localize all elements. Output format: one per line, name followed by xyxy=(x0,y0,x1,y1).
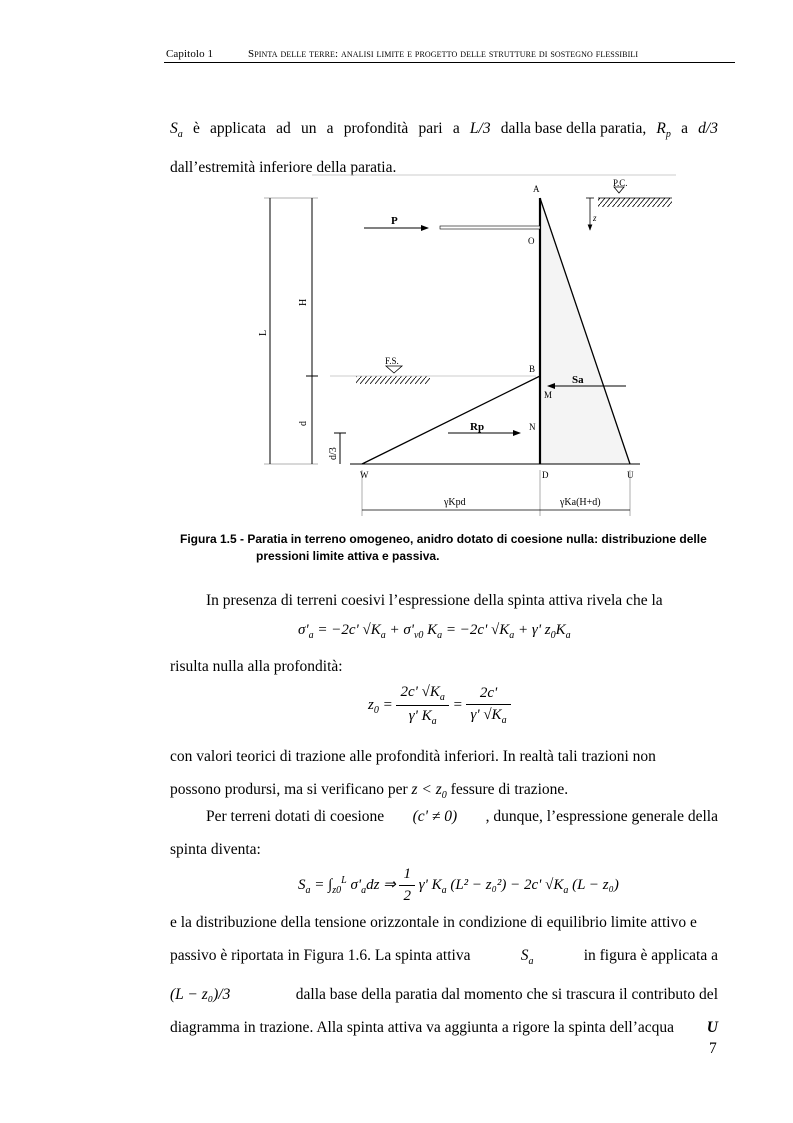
label-N: N xyxy=(529,422,536,432)
label-d3: d/3 xyxy=(328,447,339,460)
equation-active-stress: $\sigma'_a = -2c'$ $√K_a + \sigma'_{v0}$ $K_a = -2c'$ $√K_a + \gamma'$ $z_0K_a$ xyxy=(298,622,571,641)
paragraph-1-line-2: dall’estremità inferiore della paratia. xyxy=(170,159,397,177)
label-B: B xyxy=(529,364,536,374)
label-O: O xyxy=(528,236,535,246)
paragraph-1-line-1: $S_a$ è applicata ad un a profondità pari a L/3 dalla base della paratia, $R_p$ a d/3 xyxy=(170,120,718,141)
label-A: A xyxy=(533,184,540,194)
label-Rp: Rp xyxy=(470,421,485,433)
label-U: U xyxy=(627,470,634,480)
label-W: W xyxy=(360,470,369,480)
anchor-rod xyxy=(440,226,540,229)
ground-hatch-left xyxy=(356,376,430,384)
label-L: L xyxy=(258,329,269,336)
paragraph-2: In presenza di terreni coesivi l’espressione della spinta attiva rivela che la xyxy=(206,592,663,609)
fs-level-marker xyxy=(386,366,402,373)
header-chapter: Capitolo 1 xyxy=(166,48,214,60)
label-d: d xyxy=(298,421,309,426)
label-gkahd: γKa(H+d) xyxy=(560,497,601,508)
paragraph-5: Per terreni dotati di coesione (c' ≠ 0) , dunque, l’espressione generale della spinta diventa: xyxy=(170,808,718,858)
label-H: H xyxy=(298,298,309,306)
paragraph-6: e la distribuzione della tensione orizzontale in condizione di equilibrio limite attivo e passivo è riportata in Figura 1.6. La spinta attiva $S_a$ in figura è applicata a (L − z₀)/3 dalla base della paratia dal momento che si trascura il contributo del diagramma in trazione. Alla spinta attiva va aggiunta a rigore la spinta dell’acqua U xyxy=(170,914,718,1037)
label-P: P xyxy=(391,215,398,227)
label-pc: P.C. xyxy=(613,178,628,188)
paragraph-3: risulta nulla alla profondità: xyxy=(170,658,343,675)
header-title: Spinta delle terre: analisi limite e progetto delle strutture di sostegno flessibili xyxy=(248,48,639,60)
page-number: 7 xyxy=(709,1040,717,1057)
passive-pressure-line xyxy=(362,376,540,464)
label-Sa: Sa xyxy=(572,374,584,386)
equation-general-thrust: $S_a = \int_{z0}^L$ $\sigma'_adz$ ⇒ $\frac{1}{2}$ γ' $K_a$ (L² − z₀²) − 2c' $√K_a$ (L − z₀) xyxy=(298,866,619,904)
label-z: z xyxy=(593,213,597,223)
equation-z0: $z_0$ = $\frac{2c' √K_a}{\gamma' K_a}$ = $\frac{2c'}{\gamma' √K_a}$ xyxy=(368,684,511,727)
paragraph-4: con valori teorici di trazione alle profondità inferiori. In realtà tali trazioni non possono prodursi, ma si verificano per $z < z_0$ fessure di trazione. xyxy=(170,748,656,802)
header-rule xyxy=(164,62,735,63)
label-M: M xyxy=(544,390,553,400)
label-fs: F.S. xyxy=(385,356,399,366)
figure-caption: Figura 1.5 - Paratia in terreno omogeneo, anidro dotato di coesione nulla: distribuzione delle pressioni limite attiva e passiva. xyxy=(180,532,707,563)
ground-hatch-right xyxy=(598,198,672,207)
label-gkpd: γKpd xyxy=(444,497,466,508)
label-D: D xyxy=(542,470,549,480)
retaining-wall-figure xyxy=(250,170,690,520)
